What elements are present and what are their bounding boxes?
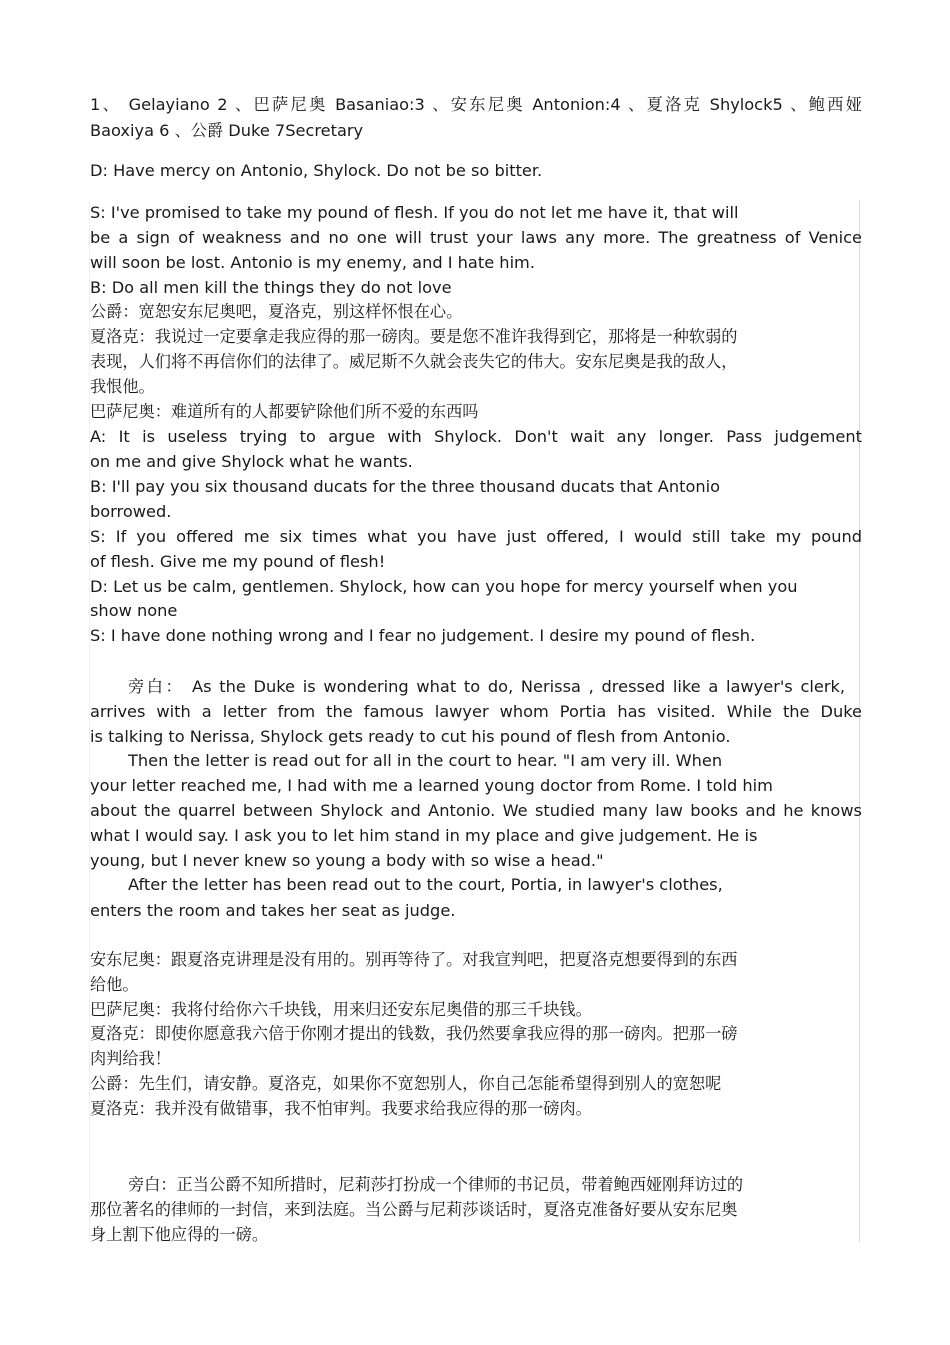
narration-line: arrives with a letter from the famous lawyer whom Portia has visited. While the Duke (90, 702, 862, 721)
dialogue-line: 给他。 (90, 975, 139, 994)
dialogue-line: 公爵：宽恕安东尼奥吧，夏洛克，别这样怀恨在心。 (90, 302, 463, 321)
narration-line: 那位著名的律师的一封信，来到法庭。当公爵与尼莉莎谈话时，夏洛克准备好要从安东尼奥 (90, 1200, 738, 1219)
dialogue-line: 巴萨尼奥：我将付给你六千块钱，用来归还安东尼奥借的那三千块钱。 (90, 1000, 592, 1019)
narration-line: Then the letter is read out for all in the court to hear. "I am very ill. When (128, 751, 723, 770)
narration-line: your letter reached me, I had with me a learned young doctor from Rome. I told him (90, 776, 773, 795)
dialogue-line: will soon be lost. Antonio is my enemy, and I hate him. (90, 253, 535, 272)
narration-line: 旁白：正当公爵不知所措时，尼莉莎打扮成一个律师的书记员，带着鲍西娅刚拜访过的 (128, 1175, 744, 1194)
dialogue-line: A: It is useless trying to argue with Shylock. Don't wait any longer. Pass judgement (90, 427, 862, 446)
dialogue-line: D: Have mercy on Antonio, Shylock. Do not be so bitter. (90, 161, 543, 180)
dialogue-line: 我恨他。 (90, 377, 155, 396)
cast-line: Baoxiya 6 、公爵 Duke 7Secretary (90, 121, 364, 140)
dialogue-line: 安东尼奥：跟夏洛克讲理是没有用的。别再等待了。对我宣判吧，把夏洛克想要得到的东西 (90, 950, 738, 969)
dialogue-line: be a sign of weakness and no one will trust your laws any more. The greatness of Venice (90, 228, 862, 247)
dialogue-line: D: Let us be calm, gentlemen. Shylock, how can you hope for mercy yourself when you (90, 577, 798, 596)
dialogue-line: 表现，人们将不再信你们的法律了。威尼斯不久就会丧失它的伟大。安东尼奥是我的敌人， (90, 352, 738, 371)
dialogue-line: B: I'll pay you six thousand ducats for the three thousand ducats that Antonio (90, 477, 721, 496)
dialogue-line: 公爵：先生们，请安静。夏洛克，如果你不宽恕别人，你自己怎能希望得到别人的宽恕呢 (90, 1074, 722, 1093)
dialogue-line: B: Do all men kill the things they do not love (90, 278, 452, 297)
narration-line: 身上割下他应得的一磅。 (90, 1225, 269, 1244)
dialogue-line: 夏洛克：即使你愿意我六倍于你刚才提出的钱数，我仍然要拿我应得的那一磅肉。把那一磅 (90, 1024, 738, 1043)
dialogue-line: show none (90, 601, 178, 620)
dialogue-line: 肉判给我！ (90, 1049, 171, 1068)
narration-line: young, but I never knew so young a body with so wise a head." (90, 851, 604, 870)
dialogue-line: of flesh. Give me my pound of flesh! (90, 552, 386, 571)
dialogue-line: S: I have done nothing wrong and I fear no judgement. I desire my pound of flesh. (90, 626, 756, 645)
dialogue-line: S: If you offered me six times what you have just offered, I would still take my pound (90, 527, 862, 546)
dialogue-line: 夏洛克：我说过一定要拿走我应得的那一磅肉。要是您不准许我得到它，那将是一种软弱的 (90, 327, 738, 346)
dialogue-line: on me and give Shylock what he wants. (90, 452, 413, 471)
narration-line: what I would say. I ask you to let him stand in my place and give judgement. He is (90, 826, 758, 845)
dialogue-line: 巴萨尼奥：难道所有的人都要铲除他们所不爱的东西吗 (90, 402, 479, 421)
cast-line: 1、 Gelayiano 2 、巴萨尼奥 Basaniao:3 、安东尼奥 Antonion:4 、夏洛克 Shylock5 、鲍西娅 (90, 95, 862, 114)
narration-line: enters the room and takes her seat as judge. (90, 901, 456, 920)
dialogue-line: S: I've promised to take my pound of flesh. If you do not let me have it, that will (90, 203, 739, 222)
narration-line: is talking to Nerissa, Shylock gets ready to cut his pound of flesh from Antonio. (90, 727, 731, 746)
dialogue-line: 夏洛克：我并没有做错事，我不怕审判。我要求给我应得的那一磅肉。 (90, 1099, 592, 1118)
narration-line: about the quarrel between Shylock and Antonio. We studied many law books and he knows (90, 801, 862, 820)
narration-line: After the letter has been read out to the court, Portia, in lawyer's clothes, (128, 875, 723, 894)
narration-line: 旁白： As the Duke is wondering what to do, Nerissa , dressed like a lawyer's clerk, (128, 677, 845, 696)
dialogue-line: borrowed. (90, 502, 172, 521)
